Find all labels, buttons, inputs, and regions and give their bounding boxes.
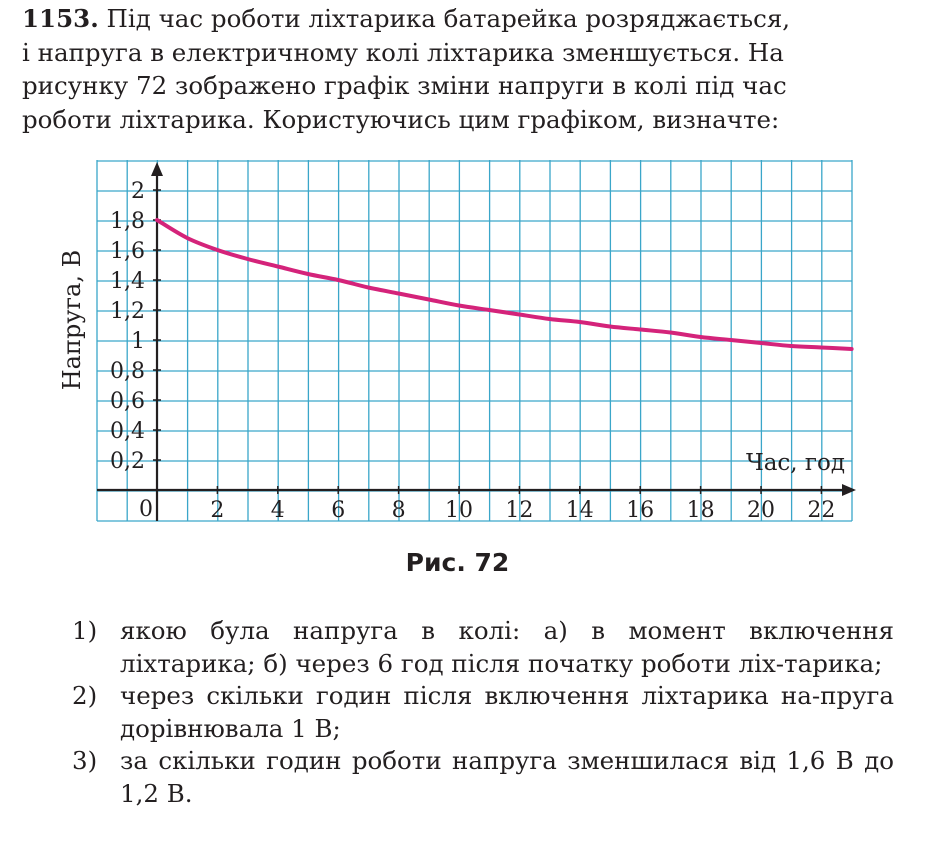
x-tick-label: 16 <box>626 498 655 523</box>
x-tick-label: 12 <box>505 498 534 523</box>
y-axis-label: Напруга, В <box>58 249 86 391</box>
problem-line-1: 1153. Під час роботи ліхтарика батарейка розряджається, <box>22 4 791 33</box>
task-item <box>72 615 894 680</box>
task-text: якою була напруга в колі: а) в момент включення ліхтарика; б) через 6 год після початку роботи ліх-тарика; <box>120 616 894 678</box>
voltage-chart <box>0 150 948 545</box>
y-tick-label: 1,8 <box>110 209 145 234</box>
x-tick-label: 22 <box>807 498 836 523</box>
task-item <box>72 680 894 745</box>
y-axis-arrow <box>151 162 163 176</box>
y-tick-label: 0,8 <box>110 359 145 384</box>
y-tick-label: 1,2 <box>110 299 145 324</box>
origin-label: 0 <box>139 497 153 522</box>
x-axis-arrow <box>842 484 856 496</box>
task-text: за скільки годин роботи напруга зменшилася від 1,6 В до 1,2 В. <box>120 746 894 808</box>
task-item <box>72 745 894 810</box>
x-tick-label: 14 <box>565 498 594 523</box>
x-tick-label: 18 <box>686 498 715 523</box>
task-marker: 3) <box>72 746 98 775</box>
x-tick-label: 6 <box>331 498 346 523</box>
x-tick-label: 4 <box>270 498 285 523</box>
figure-caption: Рис. 72 <box>405 548 510 577</box>
chart-tick-labels <box>110 179 835 523</box>
y-tick-label: 0,4 <box>110 419 145 444</box>
x-tick-label: 10 <box>445 498 473 523</box>
y-tick-label: 2 <box>131 179 145 204</box>
problem-statement <box>22 2 902 136</box>
voltage-line <box>157 220 852 349</box>
task-text: через скільки годин після включення ліхтарика на-пруга дорівнювала 1 В; <box>120 681 894 743</box>
x-tick-label: 2 <box>210 498 225 523</box>
y-tick-label: 1,4 <box>110 269 145 294</box>
y-tick-label: 1,6 <box>110 239 145 264</box>
x-tick-label: 8 <box>391 498 406 523</box>
problem-line-2: і напруга в електричному колі ліхтарика зменшується. На <box>22 37 784 67</box>
task-list <box>72 615 894 810</box>
y-tick-label: 0,6 <box>110 389 145 414</box>
task-marker: 1) <box>72 616 98 645</box>
x-axis-label: Час, год <box>745 450 845 476</box>
problem-line-4: роботи ліхтарика. Користуючись цим графіком, визначте: <box>22 104 780 134</box>
y-tick-label: 1 <box>131 329 145 354</box>
problem-line-3: рисунку 72 зображено графік зміни напруги в колі під час <box>22 71 787 100</box>
task-marker: 2) <box>72 681 98 710</box>
y-tick-label: 0,2 <box>110 449 145 474</box>
x-tick-label: 20 <box>747 498 775 523</box>
problem-number: 1153. <box>22 4 99 33</box>
chart-series <box>157 220 852 349</box>
